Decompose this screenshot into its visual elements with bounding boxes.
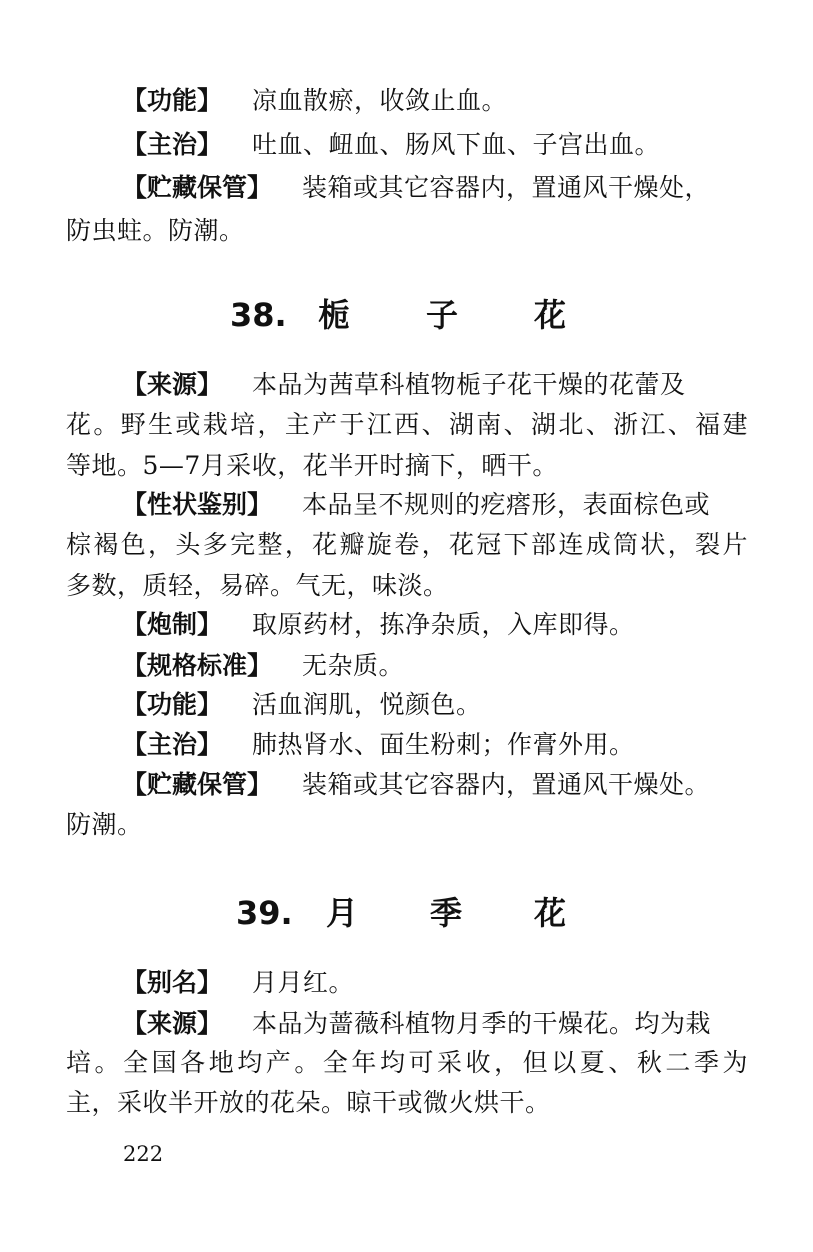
- entry-39-char-1: 月: [326, 894, 359, 932]
- entry-38-standard-line: [122, 651, 404, 681]
- entry-39-alias-line: [122, 968, 354, 998]
- standard-text: 无杂质。: [302, 651, 405, 680]
- entry-38-char-2: 子: [426, 296, 459, 334]
- standard-label: 【规格标准】: [122, 651, 273, 680]
- function-text: 凉血散瘀，收敛止血。: [252, 86, 508, 115]
- entry-38-storage-line: [122, 770, 710, 800]
- alias-text: 月月红。: [252, 968, 355, 997]
- identify-label: 【性状鉴别】: [122, 490, 273, 519]
- indication-label: 【主治】: [122, 730, 223, 759]
- entry-38-heading: [230, 295, 590, 335]
- entry-39-number: 39.: [236, 894, 293, 932]
- storage-label: 【贮藏保管】: [122, 173, 273, 202]
- function-text: 活血润肌，悦颜色。: [252, 690, 482, 719]
- entry-38-number: 38.: [230, 296, 287, 334]
- entry-39-source-continuation-2: 主，采收半开放的花朵。晾干或微火烘干。: [66, 1088, 551, 1117]
- process-text: 取原药材，拣净杂质，入库即得。: [252, 610, 635, 639]
- entry-38-process-line: [122, 610, 635, 640]
- function-label: 【功能】: [122, 690, 223, 719]
- entry-38-identify-line: [122, 490, 710, 520]
- prev-storage-line: [122, 173, 710, 203]
- entry-38-source-line: [122, 370, 686, 400]
- prev-indication-line: [122, 130, 660, 160]
- prev-storage-continuation: 防虫蛀。防潮。: [66, 216, 245, 245]
- entry-38-identify-continuation-1: 棕褐色，头多完整，花瓣旋卷，花冠下部连成筒状，裂片: [66, 530, 748, 559]
- source-text: 本品为蔷薇科植物月季的干燥花。均为栽: [252, 1009, 712, 1038]
- entry-38-storage-continuation: 防潮。: [66, 810, 143, 839]
- entry-39-char-3: 花: [534, 894, 567, 932]
- entry-39-char-2: 季: [430, 894, 463, 932]
- alias-label: 【别名】: [122, 968, 223, 997]
- process-label: 【炮制】: [122, 610, 223, 639]
- storage-label: 【贮藏保管】: [122, 770, 273, 799]
- entry-38-char-3: 花: [534, 296, 567, 334]
- entry-38-identify-continuation-2: 多数，质轻，易碎。气无，味淡。: [66, 571, 449, 600]
- entry-38-indication-line: [122, 730, 635, 760]
- storage-text: 装箱或其它容器内，置通风干燥处，: [302, 173, 711, 202]
- identify-text: 本品呈不规则的疙瘩形，表面棕色或: [302, 490, 711, 519]
- prev-function-line: [122, 86, 507, 116]
- entry-39-source-continuation-1: 培。全国各地均产。全年均可采收，但以夏、秋二季为: [66, 1048, 748, 1077]
- entry-38-source-continuation-2: 等地。5—7月采收，花半开时摘下，晒干。: [66, 451, 558, 480]
- source-label: 【来源】: [122, 370, 223, 399]
- entry-38-source-continuation-1: 花。野生或栽培，主产于江西、湖南、湖北、浙江、福建: [66, 410, 748, 439]
- entry-39-heading: [236, 893, 596, 933]
- source-text: 本品为茜草科植物栀子花干燥的花蕾及: [252, 370, 686, 399]
- indication-text: 吐血、衄血、肠风下血、子宫出血。: [252, 130, 661, 159]
- entry-38-char-1: 栀: [318, 296, 351, 334]
- page-number: 222: [123, 1142, 164, 1166]
- entry-39-source-line: [122, 1009, 711, 1039]
- source-label: 【来源】: [122, 1009, 223, 1038]
- function-label: 【功能】: [122, 86, 223, 115]
- indication-label: 【主治】: [122, 130, 223, 159]
- indication-text: 肺热肾水、面生粉刺；作膏外用。: [252, 730, 635, 759]
- storage-text: 装箱或其它容器内，置通风干燥处。: [302, 770, 711, 799]
- entry-38-function-line: [122, 690, 482, 720]
